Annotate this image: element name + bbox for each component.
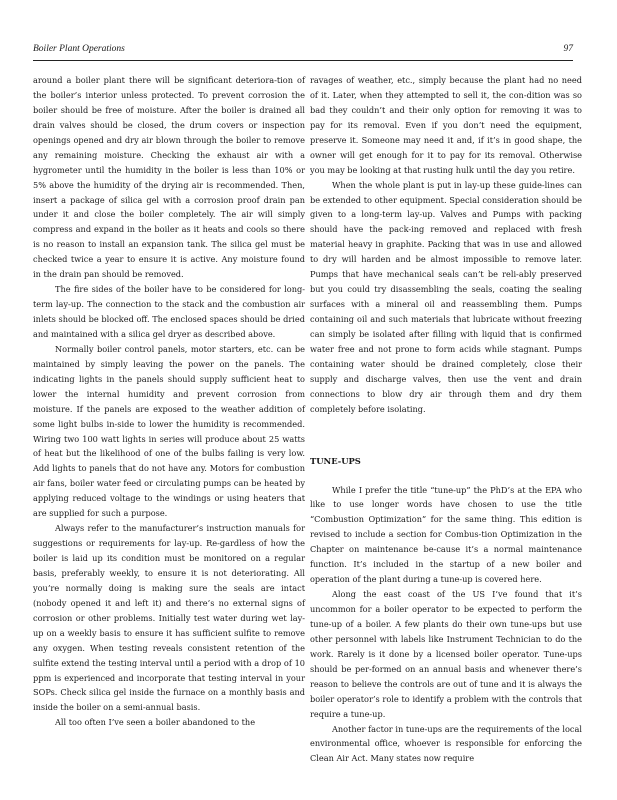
- book-title: Boiler Plant Operations: [33, 44, 125, 54]
- running-header: [33, 44, 573, 60]
- paragraph: Another factor in tune-ups are the requirements of the local environmental office, whoever is responsible for enforcing the Clean Air Act. Many states now require: [310, 723, 582, 764]
- section-heading: TUNE-UPS: [310, 455, 361, 466]
- paragraph: All too often I’ve seen a boiler abandoned to the: [55, 717, 256, 728]
- header-rule: [33, 60, 573, 61]
- right-column: [310, 73, 582, 766]
- paragraph: ravages of weather, etc., simply because the plant had no need of it. Later, when they attempted to sell it, the con-dition was so bad they couldn’t and their only option for removing it was to pay for its removal. Even if you don’t need the equipment, preserve it. Someone may need it and, if it’s in good shape, the owner will get enough for it to pay for its removal. Otherwise you may be looking at that rusting hulk until the day you retire.: [310, 75, 582, 175]
- page-number: 97: [563, 44, 573, 54]
- paragraph: When the whole plant is put in lay-up these guide-lines can be extended to other equipment. Special consideration should be given to a long-term lay-up. Valves and Pumps with packing should have the pack-ing removed and replaced with fresh material heavy in graphite. Packing that was in use and allowed to dry will harden and be almost impossible to remove later. Pumps that have mechanical seals can’t be reli-ably preserved but you could try disassembling the seals, coating the sealing surfaces with a mineral oil and reassembling them. Pumps containing oil and such materials that lubricate without freezing can simply be isolated after filling with liquid that is confirmed water free and not prone to form acids while stagnant. Pumps containing water should be drained completely, close their supply and discharge valves, then use the vent and drain connections to blow dry air through them and dry them completely before isolating.: [310, 179, 582, 414]
- left-column: [33, 73, 305, 730]
- heading-spacer: [310, 469, 582, 483]
- paragraph: While I prefer the title “tune-up” the PhD’s at the EPA who like to use longer words have chosen to use the title “Combustion Optimization” for the same thing. This edition is revised to include a section for Combus-tion Optimization in the Chapter on maintenance be-cause it’s a normal maintenance function. It’s included in the startup of a new boiler and operation of the plant during a tune-up is covered here.: [310, 484, 582, 585]
- paragraph: Normally boiler control panels, motor starters, etc. can be maintained by simply leaving the power on the panels. The indicating lights in the panels should supply sufficient heat to lower the internal humidity and prevent corrosion from moisture. If the panels are exposed to the weather addition of some light bulbs in-side to lower the humidity is recommended. Wiring two 100 watt lights in series will produce about 25 watts of heat but the likelihood of one of the bulbs failing is very low. Add lights to panels that do not have any. Motors for combustion air fans, boiler water feed or circulating pumps can be heated by applying reduced voltage to the windings or using heaters that are supplied for such a purpose.: [33, 343, 305, 519]
- paragraph: Always refer to the manufacturer’s instruction manuals for suggestions or requirements for lay-up. Re-gardless of how the boiler is laid up its condition must be monitored on a regular basis, preferably weekly, to ensure it is not deteriorating. All you’re normally doing is making sure the seals are intact (nobody opened it and left it) and there’s no external signs of corrosion or other problems. Initially test water during wet lay-up on a weekly basis to ensure it has sufficient sulfite to remove any oxygen. When testing reveals consistent retention of the sulfite extend the testing interval until a period with a drop of 10 ppm is experienced and incorporate that testing interval in your SOPs. Check silica gel inside the furnace on a monthly basis and inside the boiler on a semi-annual basis.: [33, 523, 305, 713]
- paragraph: around a boiler plant there will be significant deteriora-tion of the boiler’s interior unless protected. To prevent corrosion the boiler should be free of moisture. After the boiler is drained all drain valves should be closed, the drum covers or inspection openings opened and dry air blown through the boiler to remove any remaining moisture. Checking the exhaust air with a hygrometer until the humidity in the boiler is less than 10% or 5% above the humidity of the drying air is recommended. Then, insert a package of silica gel with a corrosion proof drain pan under it and close the boiler completely. The air will simply compress and expand in the boiler as it heats and cools so there is no reason to install an expansion tank. The silica gel must be checked twice a year to ensure it is active. Any moisture found in the drain pan should be removed.: [33, 75, 305, 280]
- paragraph: The fire sides of the boiler have to be considered for long-term lay-up. The connection to the stack and the combustion air inlets should be blocked off. The enclosed spaces should be dried and maintained with a silica gel dryer as described above.: [33, 284, 305, 339]
- section-spacer: [310, 417, 582, 454]
- paragraph: Along the east coast of the US I’ve found that it’s uncommon for a boiler operator to be expected to perform the tune-up of a boiler. A few plants do their own tune-ups but use other personnel with labels like Instrument Technician to do the work. Rarely is it done by a licensed boiler operator. Tune-ups should be per-formed on an annual basis and whenever there’s reason to believe the controls are out of tune and it is always the boiler operator’s role to identify a problem with the controls that require a tune-up.: [310, 589, 582, 719]
